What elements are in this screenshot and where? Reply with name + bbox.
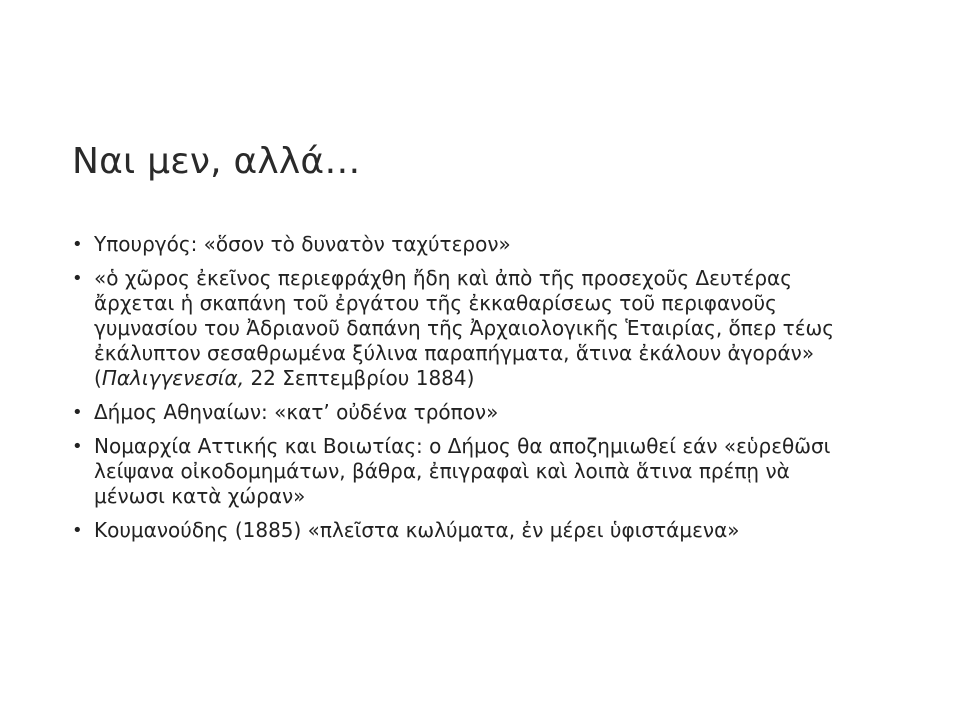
bullet-line: μένωσι κατὰ χώραν» — [94, 484, 306, 508]
bullet-line: Νομαρχία Αττικής και Βοιωτίας: ο Δήμος θα αποζημιωθεί εάν «εὑρεθῶσι — [94, 434, 831, 458]
citation-open: ( — [94, 366, 102, 390]
citation-source: Παλιγγενεσία, — [101, 366, 245, 390]
bullet-item-koumanoudis — [72, 518, 878, 543]
bullet-icon: • — [72, 402, 83, 423]
bullet-item-municipality — [72, 400, 878, 425]
bullet-line: «ὁ χῶρος ἐκεῖνος περιεφράχθη ἤδη καὶ ἀπὸ τῆς προσεχοῦς Δευτέρας — [94, 266, 792, 290]
bullet-text: Κουμανούδης (1885) «πλεῖστα κωλύματα, ἐν μέρει ὑφιστάμενα» — [94, 518, 740, 542]
bullet-item-quote — [72, 266, 878, 391]
citation — [94, 366, 878, 391]
bullet-text: Υπουργός: «ὅσον τὸ δυνατὸν ταχύτερον» — [94, 232, 511, 256]
bullet-line: λείψανα οἰκοδομημάτων, βάθρα, ἐπιγραφαὶ καὶ λοιπὰ ἅτινα πρέπῃ νὰ — [94, 459, 790, 483]
slide-title: Ναι μεν, αλλά… — [72, 141, 361, 182]
bullet-line: γυμνασίου του Ἀδριανοῦ δαπάνη τῆς Ἀρχαιολογικῆς Ἑταιρίας, ὅπερ τέως — [94, 316, 835, 340]
bullet-item-prefecture — [72, 434, 878, 509]
citation-date: 22 Σεπτεμβρίου 1884) — [244, 366, 475, 390]
bullet-line: ἄρχεται ἡ σκαπάνη τοῦ ἐργάτου τῆς ἐκκαθαρίσεως τοῦ περιφανοῦς — [94, 291, 777, 315]
bullet-list — [72, 232, 878, 552]
bullet-line: ἐκάλυπτον σεσαθρωμένα ξύλινα παραπήγματα, ἅτινα ἐκάλουν ἀγοράν» — [94, 341, 815, 365]
bullet-text: Δήμος Αθηναίων: «κατ’ οὐδένα τρόπον» — [94, 400, 499, 424]
bullet-item-minister — [72, 232, 878, 257]
bullet-icon: • — [72, 234, 83, 255]
bullet-icon: • — [72, 520, 83, 541]
bullet-icon: • — [72, 268, 83, 289]
bullet-icon: • — [72, 436, 83, 457]
